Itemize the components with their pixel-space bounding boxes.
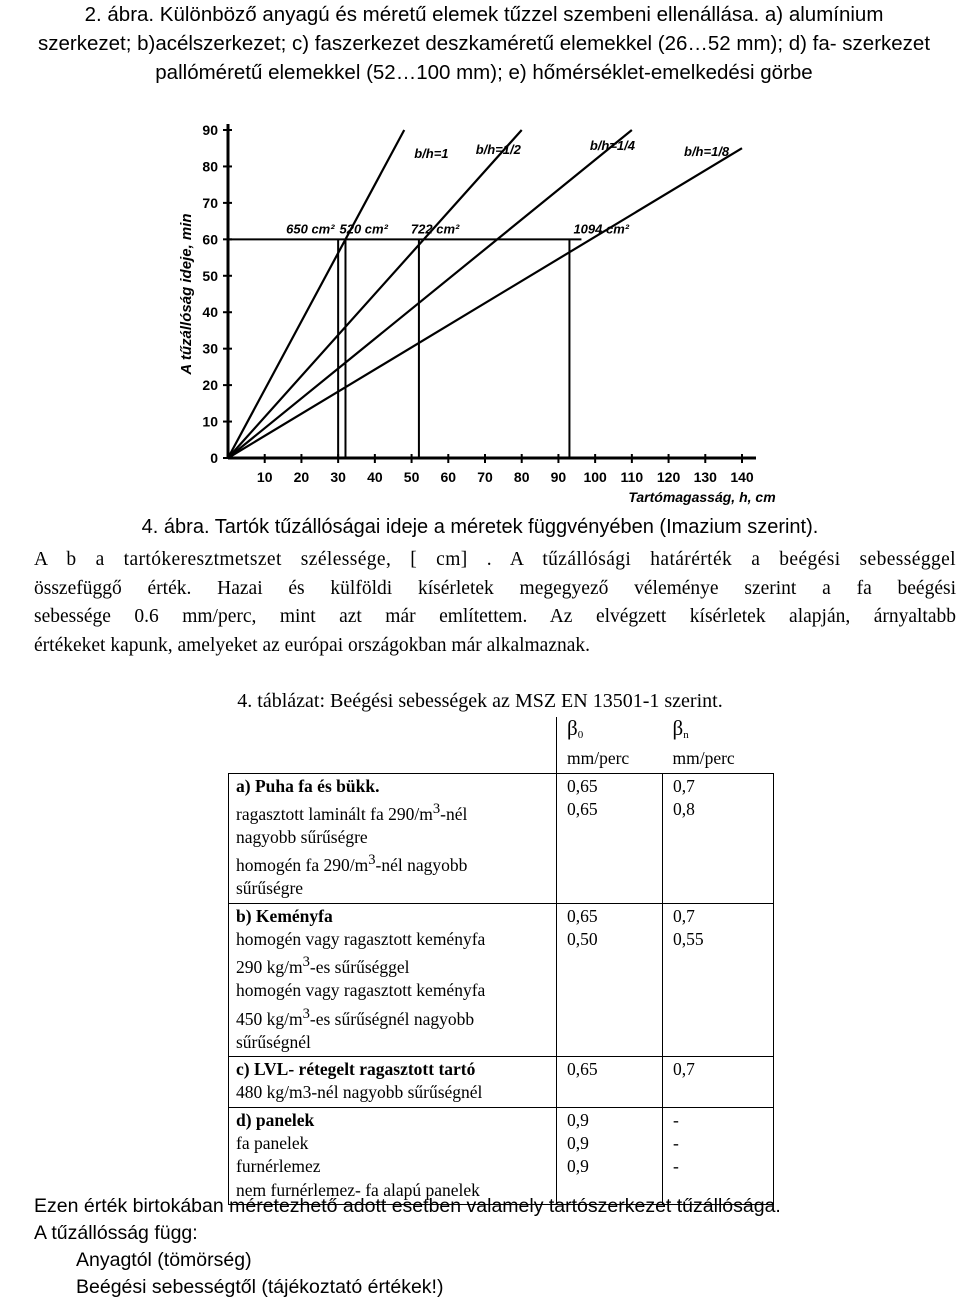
footer-text: [34, 1193, 954, 1301]
superscript: 3: [432, 800, 441, 817]
paragraph-line: sebessége 0.6 mm/perc, mint azt már említettem. Az elvégzett kísérletek alapján, árnyaltabb: [34, 606, 956, 627]
series-line: [228, 130, 404, 458]
series-label: b/h=1/4: [589, 138, 636, 153]
header-empty-cell: [229, 717, 557, 773]
fire-resistance-chart: [140, 112, 780, 514]
beta-subscript: 0: [577, 729, 584, 741]
body-paragraph: [34, 546, 956, 660]
row-text: sűrűségre: [236, 878, 304, 899]
row-text: -es sűrűségnél nagyobb: [309, 1008, 475, 1029]
category-cell: [229, 1107, 557, 1204]
value: 0,65: [567, 1059, 598, 1080]
footer-line: A tűzállósság függ:: [34, 1222, 198, 1244]
row-text: homogén fa 290/m: [236, 855, 369, 876]
x-tick-label: 110: [620, 469, 644, 485]
category-cell: [229, 773, 557, 903]
value: 0,65: [567, 798, 598, 819]
category-title: b) Keményfa: [236, 905, 333, 926]
value: 0,7: [673, 775, 695, 796]
row-text: -nél nagyobb: [375, 855, 468, 876]
row-text: nagyobb sűrűségre: [236, 827, 368, 848]
table-header-row: [229, 717, 774, 773]
footer-list-item: Beégési sebességtől (tájékoztató értékek!): [76, 1276, 444, 1298]
table-row-hardwood: [229, 903, 774, 1056]
x-tick-label: 10: [256, 469, 273, 485]
reference-label: 1094 cm²: [573, 221, 630, 237]
header-betan-cell: [663, 717, 774, 773]
y-axis-label: A tűzállóság ideje, min: [178, 213, 195, 375]
unit-label: mm/perc: [567, 748, 630, 769]
y-tick-label: 0: [210, 450, 218, 466]
row-text: homogén vagy ragasztott keményfa: [236, 980, 486, 1001]
beta0-cell: [557, 903, 663, 1056]
beta0-cell: [557, 1107, 663, 1204]
betan-cell: [663, 903, 774, 1056]
value: 0,9: [567, 1156, 589, 1177]
x-tick-label: 20: [293, 469, 310, 485]
category-cell: [229, 1057, 557, 1108]
y-tick-label: 10: [202, 413, 218, 430]
row-text: ragasztott laminált fa 290/m: [236, 803, 433, 824]
table-row-softwood: [229, 773, 774, 903]
category-cell: [229, 903, 557, 1056]
figure-4-caption: 4. ábra. Tartók tűzállóságai ideje a méretek függvényében (Imazium szerint).: [141, 516, 819, 538]
value: 0,65: [567, 905, 598, 926]
category-title: d) panelek: [236, 1109, 315, 1130]
value: 0,9: [567, 1133, 589, 1154]
beta-symbol: β: [567, 716, 578, 740]
beta-symbol: β: [672, 716, 684, 740]
x-tick-label: 120: [656, 469, 681, 485]
row-text: 290 kg/m: [236, 957, 303, 978]
betan-cell: [663, 1107, 774, 1204]
series-label: b/h=1/8: [684, 144, 730, 160]
table-row-panels: [229, 1107, 774, 1204]
series-label: b/h=1/2: [475, 142, 521, 157]
betan-cell: [663, 1057, 774, 1108]
figure-2-caption: [34, 0, 934, 87]
y-tick-label: 30: [202, 340, 218, 357]
table-4-caption: 4. táblázat: Beégési sebességek az MSZ EN 13501-1 szerint.: [237, 690, 723, 712]
value: 0,8: [673, 798, 695, 819]
paragraph-line: értékeket kapunk, amelyeket az európai országokban már alkalmaznak.: [34, 634, 591, 656]
value: -: [673, 1133, 679, 1154]
caption-line: pallóméretű elemekkel (52…100 mm); e) hőmérséklet-emelkedési görbe: [155, 61, 813, 84]
x-tick-label: 130: [693, 469, 717, 485]
caption-line: szerkezet; b)acélszerkezet; c) faszerkezet deszkaméretű elemekkel (26…52 mm); d) fa- szerkezet: [37, 32, 931, 55]
value: 0,7: [673, 905, 695, 926]
paragraph-line: A b a tartókeresztmetszet szélessége, [ cm] . A tűzállósági határérték a beégési sebességgel: [34, 549, 956, 570]
x-tick-label: 40: [367, 469, 383, 485]
unit-label: mm/perc: [672, 748, 735, 769]
caption-line: 2. ábra. Különböző anyagú és méretű elemek tűzzel szembeni ellenállása. a) alumínium: [84, 3, 884, 26]
row-text: 480 kg/m3-nél nagyobb sűrűségnél: [236, 1082, 483, 1103]
value: 0,65: [567, 775, 598, 796]
x-tick-label: 30: [330, 469, 346, 485]
value: 0,7: [673, 1059, 695, 1080]
value: -: [673, 1156, 679, 1177]
x-tick-label: 100: [583, 469, 607, 485]
y-tick-label: 40: [202, 304, 218, 321]
category-title: a) Puha fa és bükk.: [236, 775, 380, 796]
x-tick-label: 60: [440, 469, 457, 485]
row-text: fa panelek: [236, 1133, 309, 1154]
series-line: [228, 130, 632, 458]
table-row-lvl: [229, 1057, 774, 1108]
superscript: 3: [302, 954, 310, 971]
series-label: b/h=1: [414, 146, 449, 161]
x-tick-label: 90: [550, 469, 567, 485]
value: 0,55: [673, 929, 704, 950]
x-tick-label: 50: [403, 469, 420, 485]
row-text: homogén vagy ragasztott keményfa: [236, 929, 486, 950]
reference-label: 722 cm²: [410, 221, 460, 237]
x-tick-label: 140: [730, 469, 754, 485]
series-line: [228, 130, 522, 458]
row-text: nem furnérlemez- fa alapú panelek: [236, 1179, 480, 1200]
value: -: [673, 1109, 679, 1130]
value: 0,9: [567, 1109, 589, 1130]
superscript: 3: [368, 852, 376, 869]
row-text: -es sűrűséggel: [309, 957, 410, 978]
footer-list-item: Anyagtól (tömörség): [76, 1249, 252, 1271]
header-beta0-cell: [557, 717, 663, 773]
reference-label: 520 cm²: [339, 221, 388, 237]
y-tick-label: 60: [202, 231, 218, 248]
beta-subscript: n: [683, 729, 689, 741]
row-text: 450 kg/m: [236, 1008, 303, 1029]
beta0-cell: [557, 773, 663, 903]
y-tick-label: 50: [202, 267, 218, 284]
y-tick-label: 70: [202, 194, 218, 211]
x-axis-label: Tartómagasság, h, cm: [628, 489, 776, 505]
category-title: c) LVL- rétegelt ragasztott tartó: [236, 1059, 476, 1080]
charring-rate-table: [228, 717, 774, 1205]
x-tick-label: 70: [477, 469, 493, 485]
y-tick-label: 90: [202, 122, 218, 138]
x-tick-label: 80: [513, 469, 530, 485]
value: 0,50: [567, 929, 598, 950]
reference-label: 650 cm²: [286, 221, 335, 237]
paragraph-line: összefüggő érték. Hazai és külföldi kísérletek megegyező véleménye szerint a fa beégési: [34, 577, 956, 599]
y-tick-label: 80: [202, 158, 218, 175]
footer-line: Ezen érték birtokában méretezhető adott esetben valamely tartószerkezet tűzállósága.: [34, 1195, 781, 1217]
series-line: [228, 148, 742, 458]
betan-cell: [663, 773, 774, 903]
y-tick-label: 20: [202, 377, 218, 394]
row-text: sűrűségnél: [236, 1031, 311, 1052]
row-text: -nél: [440, 803, 468, 824]
superscript: 3: [302, 1005, 310, 1022]
row-text: furnérlemez: [236, 1156, 321, 1177]
beta0-cell: [557, 1057, 663, 1108]
